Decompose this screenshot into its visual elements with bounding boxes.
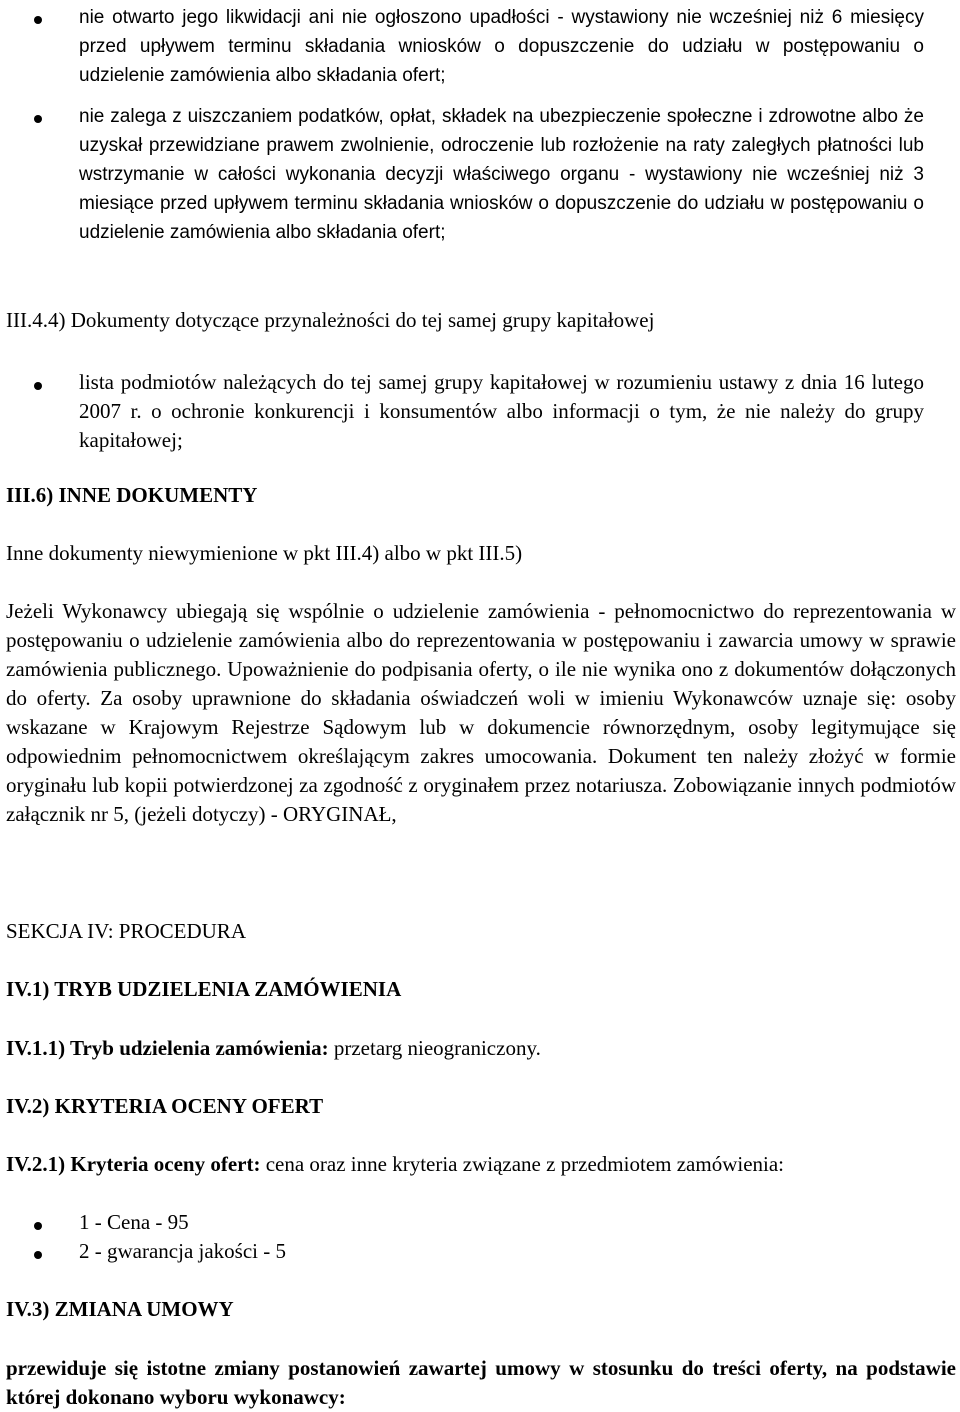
field-label: IV.2.1) Kryteria oceny ofert: bbox=[6, 1152, 261, 1176]
list-item-text: 1 - Cena - 95 bbox=[79, 1210, 189, 1234]
bullet-icon bbox=[34, 115, 42, 123]
section-heading: III.6) INNE DOKUMENTY bbox=[6, 483, 258, 507]
criteria-intro bbox=[6, 1150, 784, 1179]
list-item-text: nie otwarto jego likwidacji ani nie ogłoszono upadłości - wystawiony nie wcześniej niż 6 miesięcy przed upływem terminu składania wniosków o dopuszczenie do udziału w postępowaniu o udzielenie zamówienia albo składania ofert; bbox=[79, 7, 924, 86]
field-value: przetarg nieograniczony. bbox=[328, 1036, 541, 1060]
list-item-text: lista podmiotów należących do tej samej grupy kapitałowej w rozumieniu ustawy z dnia 16 lutego 2007 r. o ochronie konkurencji i konsumentów albo informacji o tym, że nie należy do grupy kapitałowej; bbox=[79, 370, 924, 452]
list-item-text: nie zalega z uiszczaniem podatków, opłat, składek na ubezpieczenie społeczne i zdrowotne albo że uzyskał przewidziane prawem zwolnienie, odroczenie lub rozłożenie na raty zaległych płatności lub wstrzymanie w całości wykonania decyzji właściwego organu - wystawiony nie wcześniej niż 3 miesiące przed upływem terminu składania wniosków o dopuszczenie do udziału w postępowaniu o udzielenie zamówienia albo składania ofert; bbox=[79, 106, 924, 243]
section-heading: III.4.4) Dokumenty dotyczące przynależności do tej samej grupy kapitałowej bbox=[6, 308, 655, 332]
paragraph: Inne dokumenty niewymienione w pkt III.4) albo w pkt III.5) bbox=[6, 541, 523, 565]
bullet-icon bbox=[34, 1251, 42, 1259]
field-value: cena oraz inne kryteria związane z przedmiotem zamówienia: bbox=[260, 1152, 785, 1176]
section-title: SEKCJA IV: PROCEDURA bbox=[6, 919, 246, 943]
section-heading: IV.1) TRYB UDZIELENIA ZAMÓWIENIA bbox=[6, 977, 402, 1001]
field-label: IV.1.1) Tryb udzielenia zamówienia: bbox=[6, 1036, 329, 1060]
bullet-icon bbox=[34, 1222, 42, 1230]
list-item-text: 2 - gwarancja jakości - 5 bbox=[79, 1239, 286, 1263]
section-heading: IV.3) ZMIANA UMOWY bbox=[6, 1297, 234, 1321]
paragraph: Jeżeli Wykonawcy ubiegają się wspólnie o udzielenie zamówienia - pełnomocnictwo do reprezentowania w postępowaniu o udzielenie zamówienia albo do reprezentowania w postępowaniu i zawarcia umowy w sprawie zamówienia publicznego. Upoważnienie do podpisania oferty, o ile nie wynika ono z dokumentów dołączonych do oferty. Za osoby uprawnione do składania oświadczeń woli w imieniu Wykonawców uznaje się: osoby wskazane w Krajowym Rejestrze Sądowym lub w dokumencie równorzędnym, osoby legitymujące się odpowiednim pełnomocnictwem określającym zakres umocowania. Dokument ten należy złożyć w formie oryginału lub kopii potwierdzonej za zgodność z oryginałem przez notariusza. Zobowiązanie innych podmiotów załącznik nr 5, (jeżeli dotyczy) - ORYGINAŁ, bbox=[6, 599, 956, 826]
bullet-icon bbox=[34, 16, 42, 24]
section-heading: IV.2) KRYTERIA OCENY OFERT bbox=[6, 1094, 324, 1118]
procedure-type bbox=[6, 1034, 541, 1063]
paragraph: przewiduje się istotne zmiany postanowień zawartej umowy w stosunku do treści oferty, na podstawie której dokonano wyboru wykonawcy: bbox=[6, 1356, 956, 1409]
bullet-icon bbox=[34, 382, 42, 390]
